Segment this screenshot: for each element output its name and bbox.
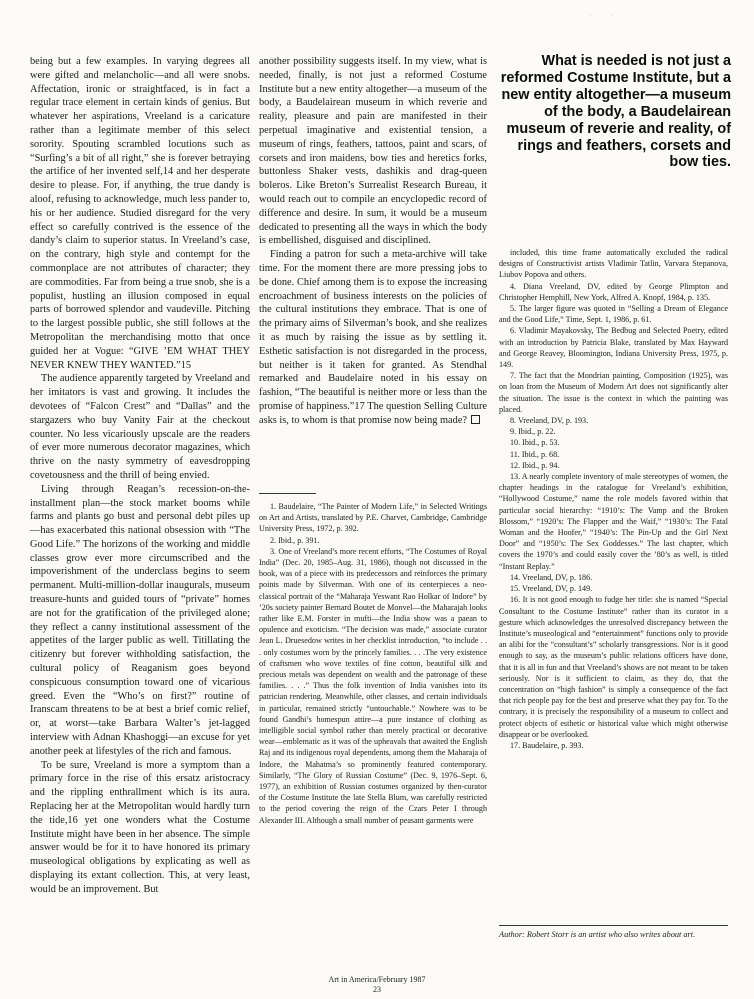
body-paragraph: another possibility suggests itself. In my view, what is needed, finally, is not just a reformed Costume Institute but a new entity altogether—a museum of the body, a Baudelairean museum in which reverie and reality, pleasure and pain are manifested in their perpetual imaginative and existential tension, a museum of rings, feathers, tattoos, paint and scars, of corsets and iron maidens, bow ties and heretics forks, buttonless Shaker vests, dashikis and drag-queen boleros. Like Breton’s Surrealist Research Bureau, it would reach out to compile an encyclopedic record of difference and desire. In sum, it would be a museum dedicated to presenting all the ways in which the body is embellished, disguised and disciplined. <box>259 56 487 247</box>
article-column-2 <box>259 55 487 428</box>
publication-line: Art in America/February 1987 <box>328 975 426 984</box>
body-paragraph: To be sure, Vreeland is more a symptom than a primary force in the rise of this ersatz aristocracy and the rippling enthrallment which is its aura. Replacing her at the Metropolitan would hardly turn the tide,16 yet one wonders what the Costume Institute might have been in her absence. The simple answer would be for it to have honored its primary museological obligations by explicating as well as displaying its extant collection. This, at very least, would be an improvement. But <box>30 759 250 895</box>
endnote: 9. Ibid., p. 22. <box>510 427 556 437</box>
page-footer <box>0 975 754 995</box>
endnote: 4. Diana Vreeland, DV, edited by George Plimpton and Christopher Hemphill, New York, Alfred A. Knopf, 1984, p. 135. <box>499 281 728 302</box>
endnote: 11. Ibid., p. 68. <box>510 449 560 459</box>
endnote: 14. Vreeland, DV, p. 186. <box>510 572 593 582</box>
endnote: 6. Vladimir Mayakovsky, The Bedbug and Selected Poetry, edited with an introduction by Patricia Blake, translated by Max Hayward and George Reavey, Bloomington, Indiana University Press, 1975, p. 149. <box>499 326 728 370</box>
author-divider <box>499 925 728 926</box>
endnote: 10. Ibid., p. 53. <box>510 438 560 448</box>
page-number: 23 <box>373 985 381 994</box>
pull-quote: What is needed is not just a reformed Costume Institute, but a new entity altogether—a museum of the body, a Baudelairean museum of reverie and reality, of rings and feathers, corsets and bow ties. <box>500 53 731 171</box>
article-column-1 <box>30 55 250 897</box>
endnote: included, this time frame automatically excluded the radical designs of Constructivist artists Vladimir Tatlin, Varvara Stepanova, Liubov Popova and others. <box>499 248 728 280</box>
endnote: 5. The larger figure was quoted in “Selling a Dream of Elegance and the Good Life,” Time, Sept. 1, 1986, p. 61. <box>499 304 728 325</box>
endnote: 7. The fact that the Mondrian painting, Composition (1925), was on loan from the Museum of Modern Art does not significantly alter the situation. The issue is the context in which the painting was placed. <box>499 371 728 414</box>
endnote: 1. Baudelaire, “The Painter of Modern Life,” in Selected Writings on Art and Artists, translated by P.E. Charvet, Cambridge, Cambridge University Press, 1972, p. 392. <box>259 502 487 534</box>
endnote: 12. Ibid., p. 94. <box>510 460 560 470</box>
endnote: 13. A nearly complete inventory of male stereotypes of women, the chapter headings in the catalogue for Vreeland’s exhibition, “Hollywood Costume,” name the role models favored within that particular social hierarchy: “1910’s: The Vamp and the Broken Blossom,” “1920’s: The Flapper and the Waif,” “1930’s: The Fatal Woman and the Hoofer,” “1940’s: The Pin-Up and the Girl Next Door” and “1950’s: The Sex Goddesses.” The last chapter, which covers the 1970’s and could easily cover the ’80’s as well, is titled “Instant Replay.” <box>499 472 728 571</box>
endnote: 17. Baudelaire, p. 393. <box>510 740 584 750</box>
end-mark-icon <box>471 415 480 424</box>
endnotes-column-3 <box>499 247 728 751</box>
notes-divider <box>259 493 316 494</box>
endnote: 2. Ibid., p. 391. <box>270 535 320 545</box>
endnote: 3. One of Vreeland’s more recent efforts, “The Costumes of Royal India” (Dec. 20, 1985–Aug. 31, 1986), though not discussed in the book, was of a piece with its predecessors and reinforces the primary points made by Silverman. With one of its centerpieces a neo-classical portrait of the “Maharaja Yeswant Rao Holkar of Indore” by ’20s society painter Bernard Boutet de Monvel—the Maharajah looks rather like E.M. Forster in mufti—the India show was a paean to opulence and exoticism. “The decision was made,” associate curator Jean L. Druesedow writes in her checklist introduction, “to include . . . only costumes worn by the princely families. . . .The very existence of craftsmen who wove textiles of fine cotton, beautiful silk and precious metals was dependent on wealth and the patronage of these families. . . .” Thus the folk invention of India vanishes into its patrician rendering. Meanwhile, other classes, and certain individuals in particular, remained strictly “untouchable.” Nowhere was to be found Gandhi’s homespun attire—a pure instance of clothing as intelligible social symbol rather than merely practical or decorative wear—emblematic as it was of the upheavals that awaited the English Raj and its indigenous royal dependents, among them the Maharaja of Indore, the Mahatma’s so prominently featured contemporary. Similarly, “The Glory of Russian Costume” (Dec. 9, 1976–Sept. 6, 1977), an exhibition of Russian costumes organized by then-curator of the Costume Institute the late Stella Blum, was carefully restricted to the period covering the reign of the Czars Peter I through Alexander III. Although a small number of peasant garments were <box>259 546 487 825</box>
author-note: Author: Robert Storr is an artist who also writes about art. <box>499 930 696 939</box>
body-paragraph: The audience apparently targeted by Vreeland and her imitators is vast and growing. It includes the devotees of “Falcon Crest” and “Dallas” and the stargazers who buy Vanity Fair at the checkout counter. No less vicariously upscale are the readers of ever more numerous decorator magazines, which thrive on the nasty symmetry of eavesdropping covetousness and the thrill of being envied. <box>30 373 250 481</box>
body-paragraph-text: Finding a patron for such a meta-archive will take time. For the moment there are more pressing jobs to be done. Chief among them is to expose the increasing encroachment of business interests on the policies of the cultural institutions they embrace. That is one of the primary aims of Silverman’s book, and she realizes it as much by raising the issue as by settling it. Esthetic satisfaction is not disregarded in the process, but neither is it taken for granted. As Stendhal remarked and Baudelaire noted in his essay on fashion, “The beautiful is neither more or less than the promise of happiness.”17 The question Selling Culture asks is, to whom is that promise now being made? <box>259 249 487 426</box>
body-paragraph: being but a few examples. In varying degrees all were gifted and melancholic—and all were snobs. Affectation, ironic or straightfaced, is in fact a regular trace element in certain kinds of genius. But whatever her aspirations, Vreeland is a caricature rather than a legitimate member of this select sorority. Spouting scrambled locutions such as “Surfing’s a bit of all right,” she is forever betraying the artifice of her invented self,14 and her desperate desire to please. For, if anything, the true dandy is aloof, refusing to acknowledge, much less pander to, his or her audience. Studied disregard for the very effect so carefully contrived is the essence of the dandy’s claim to superior status. In Vreeland’s case, on the contrary, high style and contempt for the commonplace are not attributes of character; they are commodities. Far from being a true snob, she is a populist, hustling an illusion composed in equal parts of borrowed splendor and vaudeville. Pitching to the largest possible public, she still follows at the Metropolitan the merchandising motto that once guided her at Vogue: “GIVE ’EM WHAT THEY NEVER KNEW THEY WANTED.”15 <box>30 56 250 371</box>
body-paragraph <box>259 248 487 427</box>
body-paragraph: Living through Reagan’s recession-on-the-installment plan—the stock market booms while farms and plants go bust and personal debt piles up—has exacerbated this national obsession with “The Good Life.” The horizons of the working and middle classes grow ever more circumscribed and the impoverishment of the underclass begins to seem permanent. Multi-million-dollar inaugurals, museum treasure-hunts and guided tours of “private” homes are not for the gratification of the privileged alone; they reflect a canny institutional assessment of the appetites of the larger public as well. Titillating the citizenry but forever withholding satisfaction, the cultural policy of Reaganism goes beyond conspicuous consumption toward one of vicarious greed. Even the “Who’s on first?” routine of Iranscam threatens to be at best a brief comic relief, or, at worst—take Barbara Walter’s jet-lagged interview with Adnan Khashoggi—an excuse for yet another peek at lifestyles of the rich and famous. <box>30 483 250 757</box>
endnotes-column-2 <box>259 501 487 826</box>
endnote: 15. Vreeland, DV, p. 149. <box>510 584 593 594</box>
endnote: 16. It is not good enough to fudge her title: she is named “Special Consultant to the Costume Institute” rather than its curator in a gesture which acknowledges the unresolved discrepancy between the Institute’s museological and “entertainment” functions only to provide an alibi for the “consultant’s” scholarly transgressions. Nor is it good enough to say, as the museum’s public relations officers have done, that it is all in fun and that Vreeland’s shows are not meant to be taken seriously. Nor is it sufficient to claim, as they do, that the concentration on “high fashion” is simply a consequence of the fact that rich people pay for the best and preserve what they pay for. To the contrary, it is precisely the responsibility of a museum to collect and protect objects of esthetic or historical value which might otherwise disappear or be overlooked. <box>499 595 728 739</box>
scan-specks: · · <box>590 14 622 19</box>
endnote: 8. Vreeland, DV, p. 193. <box>510 416 589 426</box>
